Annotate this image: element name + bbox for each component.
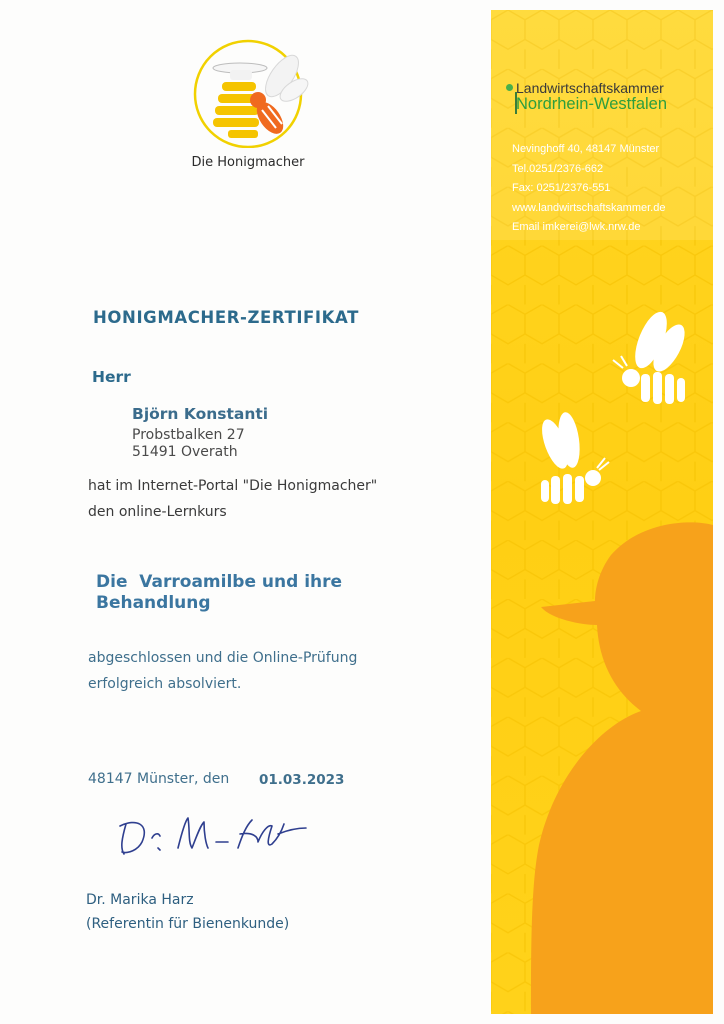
bee-icon <box>535 410 615 510</box>
contact-address: Nevinghoff 40, 48147 Münster <box>512 143 660 155</box>
logo-text: Die Honigmacher <box>191 155 305 170</box>
recipient-name: Björn Konstanti <box>132 405 269 423</box>
contact-email: Email imkerei@lwk.nrw.de <box>512 221 641 233</box>
signer-role: (Referentin für Bienenkunde) <box>86 916 290 932</box>
contact-website: www.landwirtschaftskammer.de <box>512 201 666 214</box>
completion-line1: abgeschlossen und die Online-Prüfung <box>88 650 358 666</box>
recipient-street: Probstbalken 27 <box>132 427 245 443</box>
chamber-contact <box>512 140 712 238</box>
contact-phone: Tel.0251/2376-662 <box>512 162 604 175</box>
certificate-title: HONIGMACHER-ZERTIFIKAT <box>93 308 359 327</box>
chamber-logo-dot-icon <box>506 84 513 91</box>
body-text-line1: hat im Internet-Portal "Die Honigmacher" <box>88 478 378 494</box>
honigmacher-logo-icon <box>178 38 318 148</box>
beekeeper-silhouette-icon <box>491 515 713 1014</box>
salutation: Herr <box>92 368 131 386</box>
place-text: 48147 Münster, den <box>88 771 230 787</box>
recipient-city: 51491 Overath <box>132 444 238 460</box>
chamber-name-line1: Landwirtschaftskammer <box>516 80 664 96</box>
course-title <box>96 572 456 614</box>
signer-name: Dr. Marika Harz <box>86 892 194 908</box>
contact-fax: Fax: 0251/2376-551 <box>512 182 611 194</box>
completion-line2: erfolgreich absolviert. <box>88 676 242 692</box>
course-title-line2: Behandlung <box>96 593 211 613</box>
body-text-line2: den online-Lernkurs <box>88 504 227 520</box>
chamber-logo-bar-icon <box>515 92 517 114</box>
bee-icon <box>609 308 699 418</box>
issue-date: 01.03.2023 <box>259 772 345 788</box>
signature-icon <box>112 808 312 863</box>
chamber-logo <box>506 80 716 114</box>
course-title-line1: Die Varroamilbe und ihre <box>96 572 343 592</box>
chamber-name-line2: Nordrhein-Westfalen <box>516 95 668 113</box>
